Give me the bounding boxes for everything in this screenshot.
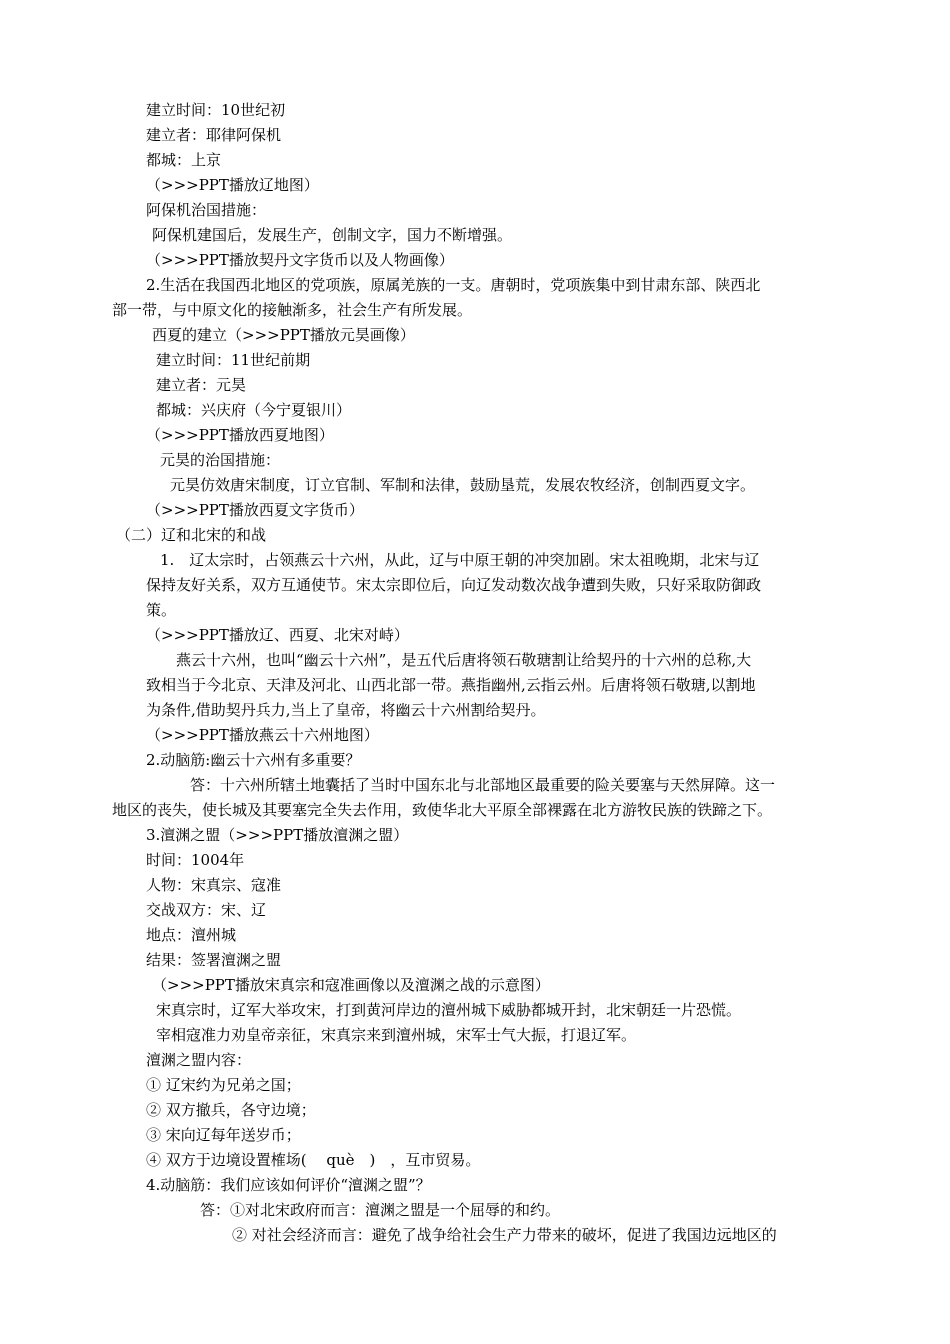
line-abaoji-measures-heading: 阿保机治国措施： (146, 201, 267, 219)
line-chanyuan-story-1: 宋真宗时，辽军大举攻宋，打到黄河岸边的澶州城下威胁都城开封，北宋朝廷一片恐慌。 (156, 1001, 742, 1019)
line-capital-xixia: 都城：兴庆府（今宁夏银川） (156, 401, 352, 419)
line-yuanhao-measures: 元昊仿效唐宋制度，订立官制、军制和法律，鼓励垦荒，发展农牧经济，创制西夏文字。 (170, 476, 756, 494)
line-yanyun-paragraph-2: 致相当于今北京、天津及河北、山西北部一带。燕指幽州,云指云州。后唐将领石敬瑭,以割地 (146, 676, 756, 694)
list-item-chanyuan-4: ④ 双方于边境设置榷场( què ) ，互市贸易。 (146, 1151, 481, 1169)
line-ppt-khitan-script: （>>>PPT播放契丹文字货币以及人物画像） (146, 251, 454, 269)
line-chanyuan-content-heading: 澶渊之盟内容： (146, 1051, 252, 1069)
line-chanyuan-people: 人物：宋真宗、寇准 (146, 876, 282, 894)
line-chanyuan-time: 时间：1004年 (146, 851, 245, 869)
line-yuanhao-measures-heading: 元昊的治国措施： (160, 451, 281, 469)
line-dangxiang-paragraph-2: 部一带，与中原文化的接触渐多，社会生产有所发展。 (112, 301, 473, 319)
line-ppt-yanyun-map: （>>>PPT播放燕云十六州地图） (146, 726, 379, 744)
line-question-chanyuan: 4.动脑筋：我们应该如何评价“澶渊之盟”？ (146, 1176, 431, 1194)
line-answer-chanyuan-1: 答：①对北宋政府而言：澶渊之盟是一个屈辱的和约。 (200, 1201, 561, 1219)
line-ppt-xixia-script: （>>>PPT播放西夏文字货币） (146, 501, 364, 519)
line-ppt-confrontation: （>>>PPT播放辽、西夏、北宋对峙） (146, 626, 409, 644)
line-ppt-xixia-map: （>>>PPT播放西夏地图） (146, 426, 334, 444)
line-founder-liao: 建立者：耶律阿保机 (146, 126, 282, 144)
list-item-chanyuan-2: ② 双方撤兵，各守边境； (146, 1101, 316, 1119)
line-founding-time-xixia: 建立时间：11世纪前期 (156, 351, 311, 369)
line-xixia-founding: 西夏的建立（>>>PPT播放元昊画像） (152, 326, 415, 344)
line-liao-song-paragraph-2: 保持友好关系，双方互通使节。宋太宗即位后，向辽发动数次战争遭到失败，只好采取防御政 (146, 576, 762, 594)
line-founding-time-liao: 建立时间：10世纪初 (146, 101, 286, 119)
line-yanyun-paragraph-3: 为条件,借助契丹兵力,当上了皇帝，将幽云十六州割给契丹。 (146, 701, 546, 719)
line-dangxiang-paragraph-1: 2.生活在我国西北地区的党项族，原属羌族的一支。唐朝时，党项族集中到甘肃东部、陕西北 (146, 276, 761, 294)
line-answer-yanyun-2: 地区的丧失，使长城及其要塞完全失去作用，致使华北大平原全部裸露在北方游牧民族的铁蹄之下。 (112, 801, 773, 819)
line-chanyuan-heading: 3.澶渊之盟（>>>PPT播放澶渊之盟） (146, 826, 409, 844)
list-item-chanyuan-3: ③ 宋向辽每年送岁币； (146, 1126, 301, 1144)
line-chanyuan-result: 结果：签署澶渊之盟 (146, 951, 282, 969)
line-question-yanyun: 2.动脑筋:幽云十六州有多重要？ (146, 751, 361, 769)
line-chanyuan-story-2: 宰相寇准力劝皇帝亲征，宋真宗来到澶州城，宋军士气大振，打退辽军。 (156, 1026, 637, 1044)
line-yanyun-paragraph-1: 燕云十六州，也叫“幽云十六州”，是五代后唐将领石敬瑭割让给契丹的十六州的总称,大 (176, 651, 752, 669)
section-heading-liao-song: （二）辽和北宋的和战 (116, 526, 267, 544)
line-liao-song-paragraph-1: 1. 辽太宗时，占领燕云十六州，从此，辽与中原王朝的冲突加剧。宋太祖晚期，北宋与辽 (160, 551, 760, 569)
list-item-chanyuan-1: ① 辽宋约为兄弟之国； (146, 1076, 301, 1094)
line-liao-song-paragraph-3: 策。 (146, 601, 177, 619)
line-abaoji-measures: 阿保机建国后，发展生产，创制文字，国力不断增强。 (152, 226, 513, 244)
line-capital-liao: 都城：上京 (146, 151, 222, 169)
line-answer-yanyun-1: 答：十六州所辖土地囊括了当时中国东北与北部地区最重要的险关要塞与天然屏障。这一 (190, 776, 776, 794)
line-answer-chanyuan-2: ② 对社会经济而言：避免了战争给社会生产力带来的破坏，促进了我国边远地区的 (232, 1226, 777, 1244)
line-chanyuan-parties: 交战双方：宋、辽 (146, 901, 267, 919)
line-ppt-chanyuan: （>>>PPT播放宋真宗和寇准画像以及澶渊之战的示意图） (152, 976, 550, 994)
line-ppt-liao-map: （>>>PPT播放辽地图） (146, 176, 319, 194)
line-chanyuan-place: 地点：澶州城 (146, 926, 237, 944)
line-founder-xixia: 建立者：元昊 (156, 376, 247, 394)
